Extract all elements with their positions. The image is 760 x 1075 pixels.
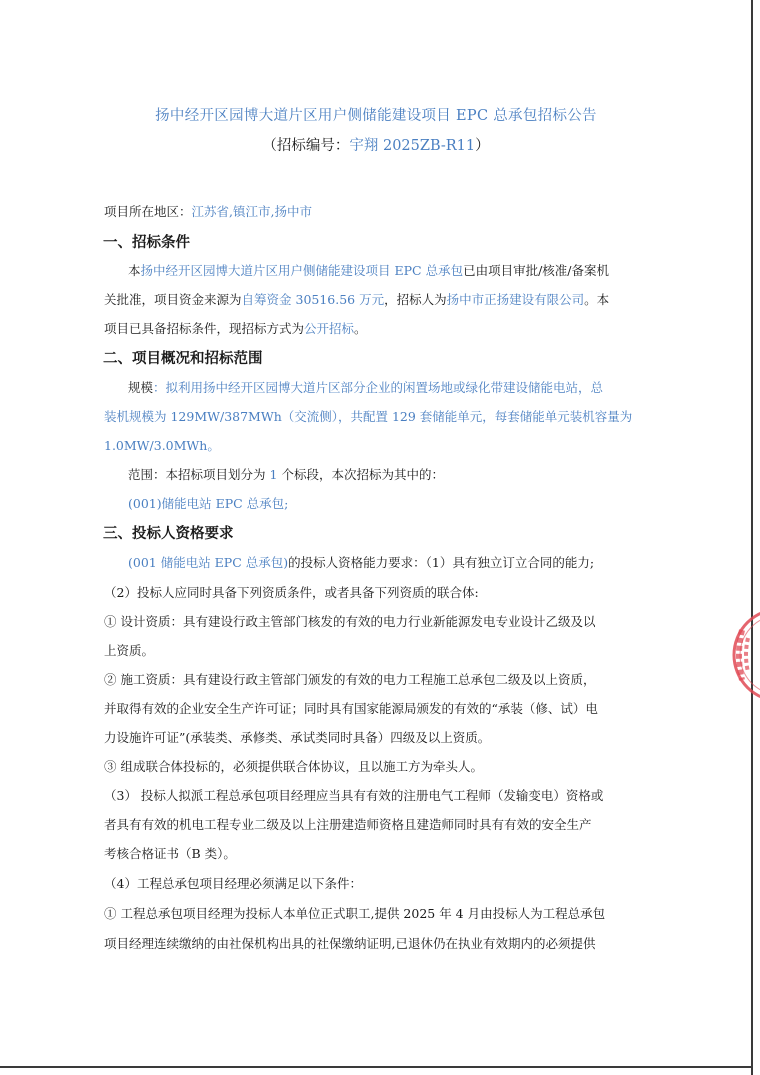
text-span: 。 xyxy=(354,321,367,336)
document-title: 扬中经开区园博大道片区用户侧储能建设项目 EPC 总承包招标公告 xyxy=(155,108,597,124)
text-span: ，招标人为 xyxy=(384,292,447,307)
section3-line14: 项目经理连续缴纳的由社保机构出具的社保缴纳证明,已退休仍在执业有效期内的必须提供 xyxy=(104,936,596,951)
text-span: 已由项目审批/核准/备案机 xyxy=(463,263,610,278)
section3-line5: ② 施工资质：具有建设行政主管部门颁发的有效的电力工程施工总承包二级及以上资质， xyxy=(104,672,596,687)
page-edge-right xyxy=(751,0,753,1075)
location-line xyxy=(104,202,312,220)
section3-line13: ① 工程总承包项目经理为投标人本单位正式职工,提供 2025 年 4 月由投标人为工程总承包 xyxy=(104,906,606,921)
section3-line4: 上资质。 xyxy=(104,643,155,658)
section1-line3 xyxy=(104,319,367,337)
section2-heading: 二、项目概况和招标范围 xyxy=(103,350,263,367)
section1-line1 xyxy=(128,261,609,279)
page-edge-bottom xyxy=(0,1066,752,1068)
document-subtitle xyxy=(0,134,752,155)
text-span: 范围：本招标项目划分为 xyxy=(128,467,266,482)
section2-line3: 1.0MW/3.0MWh。 xyxy=(104,438,220,453)
section3-line10: 者具有有效的机电工程专业二级及以上注册建造师资格且建造师同时具有有效的安全生产 xyxy=(104,817,592,832)
fund-source: 自筹资金 30516.56 万元 xyxy=(241,292,385,307)
section3-line9: （3） 投标人拟派工程总承包项目经理应当具有有效的注册电气工程师（发输变电）资格或 xyxy=(104,788,604,803)
lot-name: (001 储能电站 EPC 总承包) xyxy=(128,555,289,570)
text-span: 规模 xyxy=(128,380,154,395)
section2-line4 xyxy=(128,465,444,483)
section3-line8: ③ 组成联合体投标的，必须提供联合体协议，且以施工方为牵头人。 xyxy=(104,759,483,774)
scale-text: ：拟利用扬中经开区园博大道片区部分企业的闲置场地或绿化带建设储能电站，总 xyxy=(153,380,604,395)
text-span: 的投标人资格能力要求：（1）具有独立订立合同的能力; xyxy=(288,555,595,570)
text-span: 。本 xyxy=(584,292,610,307)
location-label: 项目所在地区： xyxy=(104,204,192,219)
project-name: 扬中经开区园博大道片区用户侧储能建设项目 EPC 总承包 xyxy=(140,263,464,278)
section2-line2: 装机规模为 129MW/387MWh（交流侧），共配置 129 套储能单元，每套储能单元装机容量为 xyxy=(104,409,633,424)
section3-line6: 并取得有效的企业安全生产许可证；同时具有国家能源局颁发的有效的“承装（修、试）电 xyxy=(104,701,598,716)
section3-line2: （2）投标人应同时具备下列资质条件，或者具备下列资质的联合体: xyxy=(104,585,479,600)
section3-line3: ① 设计资质：具有建设行政主管部门核发的有效的电力行业新能源发电专业设计乙级及以 xyxy=(104,614,596,629)
section3-line11: 考核合格证书（B 类）。 xyxy=(104,846,236,861)
section1-heading: 一、招标条件 xyxy=(103,234,190,251)
section2-line5: (001)储能电站 EPC 总承包; xyxy=(128,496,289,511)
text-span: 本 xyxy=(128,263,141,278)
text-span: 项目已具备招标条件，现招标方式为 xyxy=(104,321,305,336)
company-seal-icon xyxy=(724,600,760,710)
section2-line1 xyxy=(128,378,603,396)
text-span: 关批准，项目资金来源为 xyxy=(104,292,242,307)
tenderer-name: 扬中市正扬建设有限公司 xyxy=(446,292,585,307)
section3-line12: （4）工程总承包项目经理必须满足以下条件： xyxy=(104,876,362,891)
lot-count: 1 xyxy=(269,467,278,482)
tender-code: 宇翔 2025ZB-R11 xyxy=(349,138,476,154)
tender-method: 公开招标 xyxy=(304,321,355,336)
section3-line7: 力设施许可证”(承装类、承修类、承试类同时具备）四级及以上资质。 xyxy=(104,730,491,745)
text-span: 个标段，本次招标为其中的： xyxy=(281,467,444,482)
section3-heading: 三、投标人资格要求 xyxy=(103,525,234,542)
location-value: 江苏省,镇江市,扬中市 xyxy=(191,204,312,219)
section3-line1 xyxy=(128,553,594,571)
subtitle-close: ） xyxy=(475,138,490,154)
subtitle-open: （招标编号： xyxy=(262,138,350,154)
section1-line2 xyxy=(104,290,609,308)
